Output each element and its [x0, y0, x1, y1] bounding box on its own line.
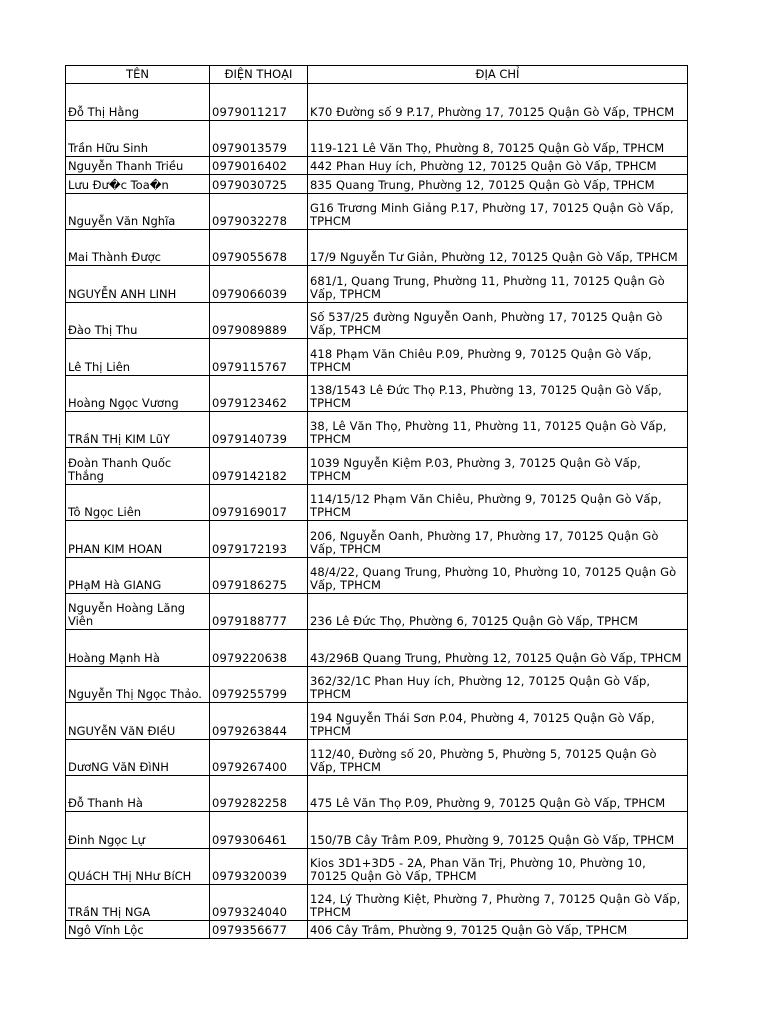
address-cell: Kios 3D1+3D5 - 2A, Phan Văn Trị, Phường 10, Phường 10, 70125 Quận Gò Vấp, TPHCM	[308, 849, 688, 885]
address-cell: 38, Lê Văn Thọ, Phường 11, Phường 11, 70125 Quận Gò Vấp, TPHCM	[308, 412, 688, 448]
address-cell: 1039 Nguyễn Kiệm P.03, Phường 3, 70125 Quận Gò Vấp, TPHCM	[308, 448, 688, 485]
table-row	[66, 630, 688, 667]
table-row	[66, 339, 688, 376]
table-row	[66, 175, 688, 194]
phone-cell: 0979356677	[210, 921, 308, 939]
address-cell: 150/7B Cây Trâm P.09, Phường 9, 70125 Quận Gò Vấp, TPHCM	[308, 812, 688, 849]
name-cell: NGUYỄN ANH LINH	[66, 266, 210, 303]
name-cell: Tô Ngọc Liên	[66, 485, 210, 521]
table-row	[66, 885, 688, 921]
name-cell: Lê Thị Liên	[66, 339, 210, 376]
name-cell: PHAN KIM HOAN	[66, 521, 210, 558]
phone-cell: 0979030725	[210, 175, 308, 194]
phone-cell: 0979169017	[210, 485, 308, 521]
phone-cell: 0979115767	[210, 339, 308, 376]
name-cell: Ngô Vĩnh Lộc	[66, 921, 210, 939]
table-body	[66, 84, 688, 939]
address-cell: G16 Trương Minh Giảng P.17, Phường 17, 70125 Quận Gò Vấp, TPHCM	[308, 194, 688, 230]
address-cell: 43/296B Quang Trung, Phường 12, 70125 Quận Gò Vấp, TPHCM	[308, 630, 688, 667]
name-cell: QUáCH THị NHư BíCH	[66, 849, 210, 885]
name-cell: Đào Thị Thu	[66, 303, 210, 339]
phone-cell: 0979013579	[210, 121, 308, 157]
address-cell: 194 Nguyễn Thái Sơn P.04, Phường 4, 70125 Quận Gò Vấp, TPHCM	[308, 703, 688, 740]
phone-cell: 0979188777	[210, 594, 308, 630]
phone-cell: 0979055678	[210, 230, 308, 266]
table-row	[66, 230, 688, 266]
phone-cell: 0979320039	[210, 849, 308, 885]
address-cell: 112/40, Đường số 20, Phường 5, Phường 5, 70125 Quận Gò Vấp, TPHCM	[308, 740, 688, 776]
name-cell: Hoàng Ngọc Vương	[66, 376, 210, 412]
header-phone: ĐIỆN THOẠI	[210, 66, 308, 84]
address-cell: 418 Phạm Văn Chiêu P.09, Phường 9, 70125 Quận Gò Vấp, TPHCM	[308, 339, 688, 376]
address-cell: 681/1, Quang Trung, Phường 11, Phường 11, 70125 Quận Gò Vấp, TPHCM	[308, 266, 688, 303]
name-cell: Nguyễn Thanh Triều	[66, 157, 210, 175]
phone-cell: 0979172193	[210, 521, 308, 558]
contacts-table	[65, 65, 688, 939]
phone-cell: 0979142182	[210, 448, 308, 485]
phone-cell: 0979255799	[210, 667, 308, 703]
phone-cell: 0979306461	[210, 812, 308, 849]
phone-cell: 0979140739	[210, 412, 308, 448]
name-cell: Lưu Đư�c Toa�n	[66, 175, 210, 194]
name-cell: Trần Hữu Sinh	[66, 121, 210, 157]
table-row	[66, 121, 688, 157]
address-cell: 835 Quang Trung, Phường 12, 70125 Quận Gò Vấp, TPHCM	[308, 175, 688, 194]
address-cell: K70 Đường số 9 P.17, Phường 17, 70125 Quận Gò Vấp, TPHCM	[308, 84, 688, 121]
phone-cell: 0979324040	[210, 885, 308, 921]
address-cell: 206, Nguyễn Oanh, Phường 17, Phường 17, 70125 Quận Gò Vấp, TPHCM	[308, 521, 688, 558]
address-cell: 114/15/12 Phạm Văn Chiêu, Phường 9, 70125 Quận Gò Vấp, TPHCM	[308, 485, 688, 521]
phone-cell: 0979089889	[210, 303, 308, 339]
table-row	[66, 849, 688, 885]
phone-cell: 0979267400	[210, 740, 308, 776]
address-cell: 17/9 Nguyễn Tư Giản, Phường 12, 70125 Quận Gò Vấp, TPHCM	[308, 230, 688, 266]
address-cell: 119-121 Lê Văn Thọ, Phường 8, 70125 Quận Gò Vấp, TPHCM	[308, 121, 688, 157]
name-cell: NGUYễN VăN ĐIềU	[66, 703, 210, 740]
name-cell: Đinh Ngọc Lự	[66, 812, 210, 849]
name-cell: TRầN THị NGA	[66, 885, 210, 921]
phone-cell: 0979123462	[210, 376, 308, 412]
phone-cell: 0979282258	[210, 776, 308, 812]
phone-cell: 0979011217	[210, 84, 308, 121]
header-row	[66, 66, 688, 84]
address-cell: 475 Lê Văn Thọ P.09, Phường 9, 70125 Quận Gò Vấp, TPHCM	[308, 776, 688, 812]
header-address: ĐỊA CHỈ	[308, 66, 688, 84]
table-row	[66, 84, 688, 121]
table-row	[66, 558, 688, 594]
name-cell: Nguyễn Hoàng Lăng Viên	[66, 594, 210, 630]
phone-cell: 0979016402	[210, 157, 308, 175]
address-cell: 124, Lý Thường Kiệt, Phường 7, Phường 7, 70125 Quận Gò Vấp, TPHCM	[308, 885, 688, 921]
table-row	[66, 194, 688, 230]
table-row	[66, 594, 688, 630]
address-cell: 362/32/1C Phan Huy ích, Phường 12, 70125 Quận Gò Vấp, TPHCM	[308, 667, 688, 703]
header-name: TÊN	[66, 66, 210, 84]
table-row	[66, 266, 688, 303]
table-row	[66, 703, 688, 740]
name-cell: Mai Thành Được	[66, 230, 210, 266]
table-row	[66, 667, 688, 703]
name-cell: Hoàng Mạnh Hà	[66, 630, 210, 667]
table-row	[66, 776, 688, 812]
name-cell: DươNG VăN ĐìNH	[66, 740, 210, 776]
address-cell: 406 Cây Trâm, Phường 9, 70125 Quận Gò Vấp, TPHCM	[308, 921, 688, 939]
table-row	[66, 521, 688, 558]
name-cell: TRầN THị KIM LũY	[66, 412, 210, 448]
address-cell: 138/1543 Lê Đức Thọ P.13, Phường 13, 70125 Quận Gò Vấp, TPHCM	[308, 376, 688, 412]
table-row	[66, 485, 688, 521]
table-row	[66, 740, 688, 776]
phone-cell: 0979032278	[210, 194, 308, 230]
phone-cell: 0979186275	[210, 558, 308, 594]
name-cell: Đỗ Thanh Hà	[66, 776, 210, 812]
phone-cell: 0979263844	[210, 703, 308, 740]
address-cell: 236 Lê Đức Thọ, Phường 6, 70125 Quận Gò Vấp, TPHCM	[308, 594, 688, 630]
name-cell: Nguyễn Thị Ngọc Thảo.	[66, 667, 210, 703]
table-row	[66, 303, 688, 339]
address-cell: 48/4/22, Quang Trung, Phường 10, Phường 10, 70125 Quận Gò Vấp, TPHCM	[308, 558, 688, 594]
phone-cell: 0979066039	[210, 266, 308, 303]
table-row	[66, 157, 688, 175]
table-row	[66, 448, 688, 485]
table-row	[66, 376, 688, 412]
address-cell: Số 537/25 đường Nguyễn Oanh, Phường 17, 70125 Quận Gò Vấp, TPHCM	[308, 303, 688, 339]
table-row	[66, 812, 688, 849]
name-cell: Đỗ Thị Hằng	[66, 84, 210, 121]
phone-cell: 0979220638	[210, 630, 308, 667]
table-row	[66, 921, 688, 939]
name-cell: Nguyễn Văn Nghĩa	[66, 194, 210, 230]
address-cell: 442 Phan Huy ích, Phường 12, 70125 Quận Gò Vấp, TPHCM	[308, 157, 688, 175]
name-cell: Đoàn Thanh Quốc Thắng	[66, 448, 210, 485]
name-cell: PHạM Hà GIANG	[66, 558, 210, 594]
table-row	[66, 412, 688, 448]
